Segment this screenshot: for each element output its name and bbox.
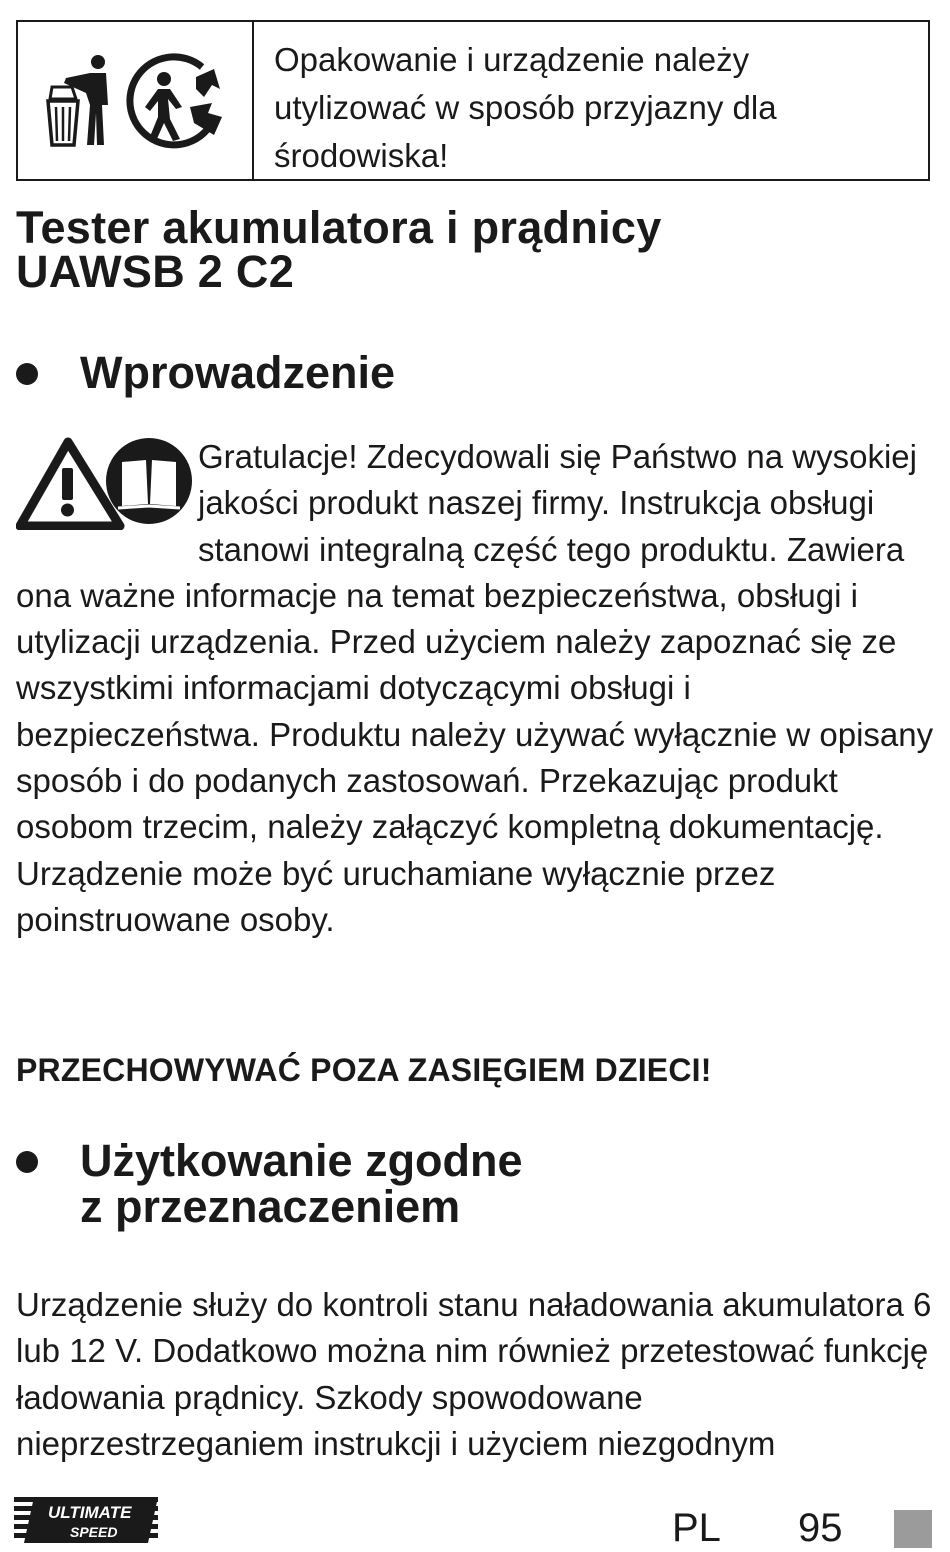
disposal-line: środowiska! — [274, 137, 449, 174]
logo-word-bottom: SPEED — [70, 1524, 118, 1540]
title-line: Tester akumulatora i prądnicy — [16, 202, 662, 253]
introduction-paragraph — [16, 434, 934, 943]
title-model-line: UAWSB 2 C2 — [16, 246, 295, 297]
manual-book-icon — [104, 436, 194, 526]
footer-language: PL — [672, 1506, 721, 1550]
page-number: 95 — [798, 1506, 843, 1550]
section-heading-line: Użytkowanie zgodne — [80, 1135, 523, 1186]
section-heading-text: Wprowadzenie — [80, 347, 396, 398]
bullet-icon — [16, 363, 38, 385]
disposal-line: Opakowanie i urządzenie należy — [274, 41, 750, 78]
bullet-icon — [16, 1151, 38, 1173]
trash-bin-person-icon — [42, 53, 118, 149]
document-title — [16, 202, 662, 297]
disposal-line: utylizować w sposób przyjazny dla — [274, 89, 777, 126]
section-heading-intended-use — [16, 1135, 523, 1232]
logo-word-top: ULTIMATE — [48, 1503, 132, 1522]
ultimate-speed-logo — [14, 1497, 158, 1545]
recycle-person-icon — [124, 53, 228, 149]
intro-icons — [16, 434, 196, 528]
disposal-icons — [18, 22, 254, 179]
intended-use-paragraph: Urządzenie służy do kontroli stanu naładowania akumulatora 6 lub 12 V. Dodatkowo można nim również przetestować funkcję ładowania prądnicy. Szkody spowodowane nieprzestrzeganiem instrukcji i użyciem niezgodnym — [16, 1286, 932, 1462]
page-marker — [894, 1510, 932, 1548]
section-heading-introduction — [16, 347, 396, 398]
introduction-text: Gratulacje! Zdecydowali się Państwo na wysokiej jakości produkt naszej firmy. Instrukcja obsługi stanowi integralną część tego produktu. Zawiera ona ważne informacje na temat bezpieczeństwa, obsługi i utylizacji urządzenia. Przed użyciem należy zapoznać się ze wszystkimi informacjami dotyczącymi obsługi i bezpieczeństwa. Produktu należy używać wyłącznie w opisany sposób i do podanych zastosowań. Przekazując produkt osobom trzecim, należy załączyć kompletną dokumentację. Urządzenie może być uruchamiane wyłącznie przez poinstruowane osoby. — [16, 438, 934, 938]
disposal-notice-box — [16, 20, 930, 181]
disposal-notice-text — [254, 22, 928, 179]
keep-away-from-children-warning: PRZECHOWYWAĆ POZA ZASIĘGIEM DZIECI! — [16, 1052, 712, 1088]
section-heading-line: z przeznaczeniem — [80, 1181, 461, 1232]
